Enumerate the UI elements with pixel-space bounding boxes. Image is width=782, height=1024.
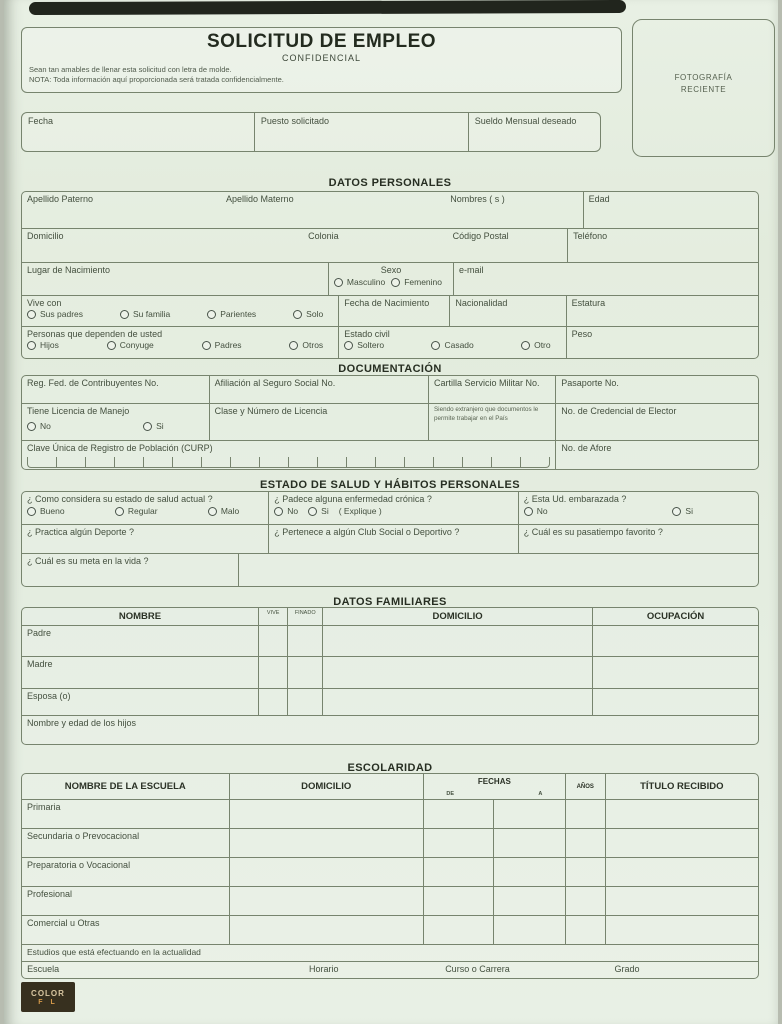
table-row <box>22 327 758 358</box>
lugar-nacimiento-label: Lugar de Nacimiento <box>27 265 111 275</box>
escolaridad-row-profesional <box>22 887 758 916</box>
radio-circle-icon <box>293 310 302 319</box>
section-title-familiares: DATOS FAMILIARES <box>333 596 447 608</box>
vive-cell <box>259 689 288 715</box>
domicilio-cell <box>230 858 424 886</box>
radio-label: Padres <box>214 340 242 350</box>
explique-label: ( Explique ) <box>338 506 382 516</box>
radio-circle-icon <box>308 507 317 516</box>
domicilio-cell <box>230 887 424 915</box>
licencia-cell <box>22 404 210 440</box>
rfc-label: Reg. Fed. de Contribuyentes No. <box>27 378 159 388</box>
photo-label <box>633 72 774 96</box>
vive-con-label: Vive con <box>27 298 62 308</box>
radio-label: Hijos <box>40 340 59 350</box>
puesto-label: Puesto solicitado <box>260 116 329 126</box>
dependen-label: Personas que dependen de usted <box>27 329 163 339</box>
nacionalidad-label: Nacionalidad <box>455 298 508 308</box>
radio-cronica-no <box>274 506 298 516</box>
anos-cell <box>566 916 606 944</box>
table-row <box>22 404 758 441</box>
fechas-a-label: A <box>538 791 543 797</box>
top-fields-row <box>21 112 601 152</box>
header-domicilio: DOMICILIO <box>323 608 593 625</box>
radio-label: Bueno <box>40 506 65 516</box>
nivel-label: Preparatoria o Vocacional <box>27 860 131 870</box>
logo-text-line2: F L <box>38 998 58 1006</box>
table-row <box>22 192 758 229</box>
estudios-actuales-label: Estudios que está efectuando en la actualidad <box>27 947 201 957</box>
radio-label: Solo <box>306 309 324 319</box>
escolaridad-row-primaria <box>22 800 758 829</box>
sueldo-field <box>469 113 600 151</box>
curp-seg <box>434 457 463 467</box>
header-domicilio: DOMICILIO <box>230 774 424 799</box>
anos-cell <box>566 858 606 886</box>
telefono-label: Teléfono <box>573 231 608 241</box>
curp-label: Clave Única de Registro de Población (CURP) <box>27 443 213 453</box>
afore-cell <box>556 441 758 469</box>
imss-label: Afiliación al Seguro Social No. <box>214 378 336 388</box>
vive-cell <box>259 657 288 688</box>
form-header <box>21 27 622 93</box>
grado-label: Grado <box>614 964 640 974</box>
curp-seg <box>144 457 173 467</box>
salud-table <box>21 491 759 587</box>
radio-conyuge <box>107 340 154 350</box>
radio-label: Casado <box>444 340 474 350</box>
ocupacion-cell <box>593 689 758 715</box>
radio-regular <box>115 506 158 516</box>
pasatiempo-question: ¿ Cuál es su pasatiempo favorito ? <box>523 527 663 537</box>
curp-seg <box>115 457 144 467</box>
radio-solo <box>293 309 323 319</box>
radio-label: Si <box>156 421 164 431</box>
table-row <box>22 376 758 404</box>
esposa-label: Esposa (o) <box>27 691 71 701</box>
curp-seg <box>405 457 434 467</box>
radio-su-familia <box>120 309 170 319</box>
finado-cell <box>288 689 323 715</box>
email-cell <box>454 263 758 295</box>
radio-cronica-si <box>308 506 329 516</box>
documentacion-table <box>21 375 759 470</box>
table-row <box>22 492 758 525</box>
radio-label: Masculino <box>346 277 386 287</box>
section-title-datos-personales: DATOS PERSONALES <box>328 177 452 189</box>
estado-civil-label: Estado civil <box>344 329 390 339</box>
photo-label-line2: RECIENTE <box>680 85 727 94</box>
fecha-de-cell <box>424 800 495 828</box>
domicilio-cell <box>230 829 424 857</box>
header-fechas <box>424 774 566 799</box>
madre-cell <box>22 657 259 688</box>
enfermedad-cronica-cell <box>269 492 519 524</box>
nivel-label: Secundaria o Prevocacional <box>27 831 140 841</box>
salud-actual-cell <box>22 492 269 524</box>
radio-circle-icon <box>27 422 36 431</box>
radio-label: Otro <box>534 340 551 350</box>
apellido-paterno-label: Apellido Paterno <box>27 194 94 204</box>
credencial-elector-cell <box>556 404 758 440</box>
header-ocupacion: OCUPACIÓN <box>646 611 705 622</box>
radio-circle-icon <box>120 310 129 319</box>
fecha-a-cell <box>494 800 565 828</box>
radio-label: No <box>536 506 548 516</box>
radio-femenino <box>391 277 442 287</box>
fecha-label: Fecha <box>28 116 54 126</box>
radio-circle-icon <box>207 310 216 319</box>
radio-label: No <box>287 506 299 516</box>
escolaridad-table <box>21 773 759 979</box>
fecha-de-cell <box>424 858 495 886</box>
horario-label: Horario <box>309 964 339 974</box>
table-row <box>22 296 758 327</box>
escuela-nivel-cell <box>22 800 230 828</box>
radio-embarazada-si <box>672 506 693 516</box>
curp-seg <box>260 457 289 467</box>
header-nombre-escuela: NOMBRE DE LA ESCUELA <box>22 774 230 799</box>
radio-padres <box>202 340 242 350</box>
table-row <box>22 229 758 263</box>
anos-cell <box>566 887 606 915</box>
padre-cell <box>22 626 259 656</box>
curp-seg <box>28 457 57 467</box>
domicilio-cell <box>22 229 568 262</box>
radio-hijos <box>27 340 59 350</box>
table-row <box>22 525 758 554</box>
cronica-options <box>274 506 513 516</box>
ocupacion-cell <box>593 626 758 656</box>
escolaridad-row-comercial <box>22 916 758 945</box>
estudios-detalle-row <box>22 962 758 978</box>
extranjero-cell: Siendo extranjero que documentos le permite trabajar en el País <box>429 404 556 440</box>
radio-circle-icon <box>27 310 36 319</box>
fecha-a-cell <box>494 829 565 857</box>
salud-options <box>27 506 263 516</box>
domicilio-label: Domicilio <box>27 231 64 241</box>
curp-seg <box>492 457 521 467</box>
meta-vida-answer-space <box>239 554 758 586</box>
curp-seg <box>173 457 202 467</box>
licencia-label: Tiene Licencia de Manejo <box>27 406 130 416</box>
radio-circle-icon <box>143 422 152 431</box>
escuela-label: Escuela <box>27 964 60 974</box>
domicilio-cell <box>230 800 424 828</box>
curp-seg <box>289 457 318 467</box>
curp-seg <box>347 457 376 467</box>
email-label: e-mail <box>459 265 484 275</box>
radio-label: Femenino <box>404 277 442 287</box>
radio-label: No <box>40 421 51 431</box>
escolaridad-header-row <box>22 774 758 800</box>
sueldo-label: Sueldo Mensual deseado <box>474 116 577 126</box>
fecha-nacimiento-cell <box>339 296 450 326</box>
radio-label: Soltero <box>357 340 385 350</box>
afore-label: No. de Afore <box>561 443 612 453</box>
madre-label: Madre <box>27 659 53 669</box>
vive-con-options <box>27 309 333 319</box>
radio-bueno <box>27 506 65 516</box>
peso-label: Peso <box>571 329 593 339</box>
curp-seg <box>318 457 347 467</box>
sexo-options <box>334 277 448 287</box>
hijos-label: Nombre y edad de los hijos <box>27 718 137 728</box>
dependen-cell <box>22 327 339 358</box>
embarazada-cell <box>519 492 758 524</box>
curp-seg <box>463 457 492 467</box>
clase-licencia-cell <box>210 404 429 440</box>
rfc-cell <box>22 376 210 403</box>
radio-casado <box>431 340 473 350</box>
radio-circle-icon <box>344 341 353 350</box>
datos-personales-table <box>21 191 759 359</box>
radio-label: Regular <box>127 506 158 516</box>
familiares-row-madre <box>22 657 758 689</box>
radio-circle-icon <box>27 507 36 516</box>
vive-con-cell <box>22 296 339 326</box>
telefono-cell <box>568 229 758 262</box>
radio-licencia-si <box>143 421 164 431</box>
padre-label: Padre <box>27 628 52 638</box>
header-titulo: TÍTULO RECIBIDO <box>640 781 724 792</box>
imss-cell <box>210 376 429 403</box>
ocupacion-cell <box>593 657 758 688</box>
radio-circle-icon <box>391 278 400 287</box>
radio-circle-icon <box>672 507 681 516</box>
radio-label: Su familia <box>132 309 171 319</box>
edad-label: Edad <box>588 194 610 204</box>
radio-label: Conyuge <box>119 340 154 350</box>
sexo-label: Sexo <box>380 265 402 275</box>
familiares-row-padre <box>22 626 758 657</box>
anos-cell <box>566 829 606 857</box>
radio-circle-icon <box>524 507 533 516</box>
finado-cell <box>288 626 323 656</box>
header-finado: FINADO <box>288 608 323 625</box>
header-anos: AÑOS <box>566 774 606 799</box>
radio-circle-icon <box>274 507 283 516</box>
peso-cell <box>567 327 758 358</box>
puesto-field <box>255 113 469 151</box>
finado-cell <box>288 657 323 688</box>
page-title: SOLICITUD DE EMPLEO <box>206 31 437 52</box>
cartilla-label: Cartilla Servicio Militar No. <box>433 378 540 388</box>
nivel-label: Primaria <box>27 802 61 812</box>
radio-circle-icon <box>289 341 298 350</box>
nombre-completo-cell <box>22 192 584 228</box>
radio-label: Si <box>685 506 693 516</box>
anos-cell <box>566 800 606 828</box>
estudios-actuales-row <box>22 945 758 962</box>
meta-vida-cell <box>22 554 239 586</box>
meta-vida-question: ¿ Cuál es su meta en la vida ? <box>27 556 149 566</box>
esposa-cell <box>22 689 259 715</box>
escolaridad-row-preparatoria <box>22 858 758 887</box>
radio-circle-icon <box>202 341 211 350</box>
radio-masculino <box>334 277 385 287</box>
fecha-field <box>22 113 255 151</box>
lugar-nacimiento-cell <box>22 263 329 295</box>
note-line-2: NOTA: Toda información aquí proporcionada será tratada confidencialmente. <box>29 74 284 84</box>
deporte-cell <box>22 525 269 553</box>
edad-cell <box>584 192 758 228</box>
familiares-row-hijos <box>22 716 758 744</box>
sexo-cell <box>329 263 454 295</box>
curp-character-cells <box>27 457 550 468</box>
deporte-question: ¿ Practica algún Deporte ? <box>27 527 135 537</box>
salud-actual-question: ¿ Como considera su estado de salud actual ? <box>27 494 213 504</box>
codigo-postal-label: Código Postal <box>452 231 509 241</box>
radio-label: Parientes <box>220 309 257 319</box>
radio-label: Sus padres <box>40 309 83 319</box>
pasaporte-cell <box>556 376 758 403</box>
vive-cell <box>259 626 288 656</box>
domicilio-cell <box>230 916 424 944</box>
radio-sus-padres <box>27 309 83 319</box>
escolaridad-row-secundaria <box>22 829 758 858</box>
radio-circle-icon <box>334 278 343 287</box>
curp-cell <box>22 441 556 469</box>
estado-civil-cell <box>339 327 566 358</box>
radio-label: Otros <box>302 340 324 350</box>
curp-seg <box>231 457 260 467</box>
titulo-cell <box>606 858 758 886</box>
embarazada-question: ¿ Esta Ud. embarazada ? <box>523 494 627 504</box>
header-nombre: NOMBRE <box>22 608 259 625</box>
familiares-header-row <box>22 608 758 626</box>
hijos-cell <box>22 716 758 744</box>
fecha-de-cell <box>424 916 495 944</box>
escuela-nivel-cell <box>22 916 230 944</box>
escuela-nivel-cell <box>22 887 230 915</box>
table-row <box>22 263 758 296</box>
titulo-cell <box>606 829 758 857</box>
nivel-label: Comercial u Otras <box>27 918 100 928</box>
dependen-options <box>27 340 333 350</box>
scan-edge-bar <box>29 0 626 15</box>
section-title-salud: ESTADO DE SALUD Y HÁBITOS PERSONALES <box>260 479 520 491</box>
paper-sheet <box>4 0 778 1024</box>
note-line-1: Sean tan amables de llenar esta solicitud con letra de molde. <box>29 65 232 74</box>
radio-label: Malo <box>220 506 240 516</box>
fecha-a-cell <box>494 916 565 944</box>
domicilio-cell <box>323 626 593 656</box>
titulo-cell <box>606 800 758 828</box>
radio-otro <box>521 340 551 350</box>
escuela-nivel-cell <box>22 858 230 886</box>
nacionalidad-cell <box>450 296 566 326</box>
fecha-a-cell <box>494 858 565 886</box>
nombres-label: Nombres ( s ) <box>450 194 505 204</box>
estatura-label: Estatura <box>571 298 606 308</box>
curp-seg <box>57 457 86 467</box>
photo-placeholder-box <box>632 19 775 157</box>
radio-circle-icon <box>107 341 116 350</box>
fecha-de-cell <box>424 829 495 857</box>
header-notes <box>22 63 621 85</box>
enfermedad-cronica-question: ¿ Padece alguna enfermedad crónica ? <box>274 494 432 504</box>
radio-circle-icon <box>521 341 530 350</box>
escuela-nivel-cell <box>22 829 230 857</box>
confidential-subtitle: CONFIDENCIAL <box>281 53 361 63</box>
radio-circle-icon <box>431 341 440 350</box>
club-question: ¿ Pertenece a algún Club Social o Deportivo ? <box>274 527 460 537</box>
radio-parientes <box>207 309 256 319</box>
section-title-documentacion: DOCUMENTACIÓN <box>338 363 442 375</box>
radio-malo <box>208 506 239 516</box>
radio-circle-icon <box>208 507 217 516</box>
radio-label: Si <box>321 506 329 516</box>
estatura-cell <box>567 296 758 326</box>
fechas-label: FECHAS <box>477 777 511 786</box>
curp-seg <box>86 457 115 467</box>
clase-licencia-label: Clase y Número de Licencia <box>214 406 328 416</box>
printer-logo <box>21 982 75 1012</box>
pasaporte-label: Pasaporte No. <box>561 378 619 388</box>
curso-carrera-label: Curso o Carrera <box>445 964 510 974</box>
photo-label-line1: FOTOGRAFÍA <box>674 73 733 82</box>
curp-seg <box>376 457 405 467</box>
estado-civil-options <box>344 340 560 350</box>
licencia-options <box>27 421 204 431</box>
table-row <box>22 441 758 469</box>
curp-seg <box>521 457 549 467</box>
domicilio-cell <box>323 657 593 688</box>
fechas-de-label: DE <box>446 791 455 797</box>
table-row <box>22 554 758 586</box>
domicilio-cell <box>323 689 593 715</box>
colonia-label: Colonia <box>308 231 339 241</box>
radio-otros <box>289 340 323 350</box>
familiares-table <box>21 607 759 745</box>
radio-circle-icon <box>115 507 124 516</box>
embarazada-options <box>524 506 753 516</box>
curp-seg <box>202 457 231 467</box>
radio-circle-icon <box>27 341 36 350</box>
cartilla-cell <box>429 376 556 403</box>
radio-licencia-no <box>27 421 51 431</box>
logo-text-line1: COLOR <box>31 988 65 998</box>
club-cell <box>269 525 519 553</box>
header-vive: VIVE <box>259 608 288 625</box>
fecha-nacimiento-label: Fecha de Nacimiento <box>344 298 430 308</box>
titulo-cell <box>606 887 758 915</box>
nivel-label: Profesional <box>27 889 73 899</box>
radio-soltero <box>344 340 384 350</box>
section-title-escolaridad: ESCOLARIDAD <box>347 762 433 774</box>
pasatiempo-cell <box>519 525 758 553</box>
fecha-a-cell <box>494 887 565 915</box>
radio-embarazada-no <box>524 506 548 516</box>
apellido-materno-label: Apellido Materno <box>226 194 294 204</box>
titulo-cell <box>606 916 758 944</box>
familiares-row-esposa <box>22 689 758 716</box>
credencial-elector-label: No. de Credencial de Elector <box>561 406 677 416</box>
fecha-de-cell <box>424 887 495 915</box>
